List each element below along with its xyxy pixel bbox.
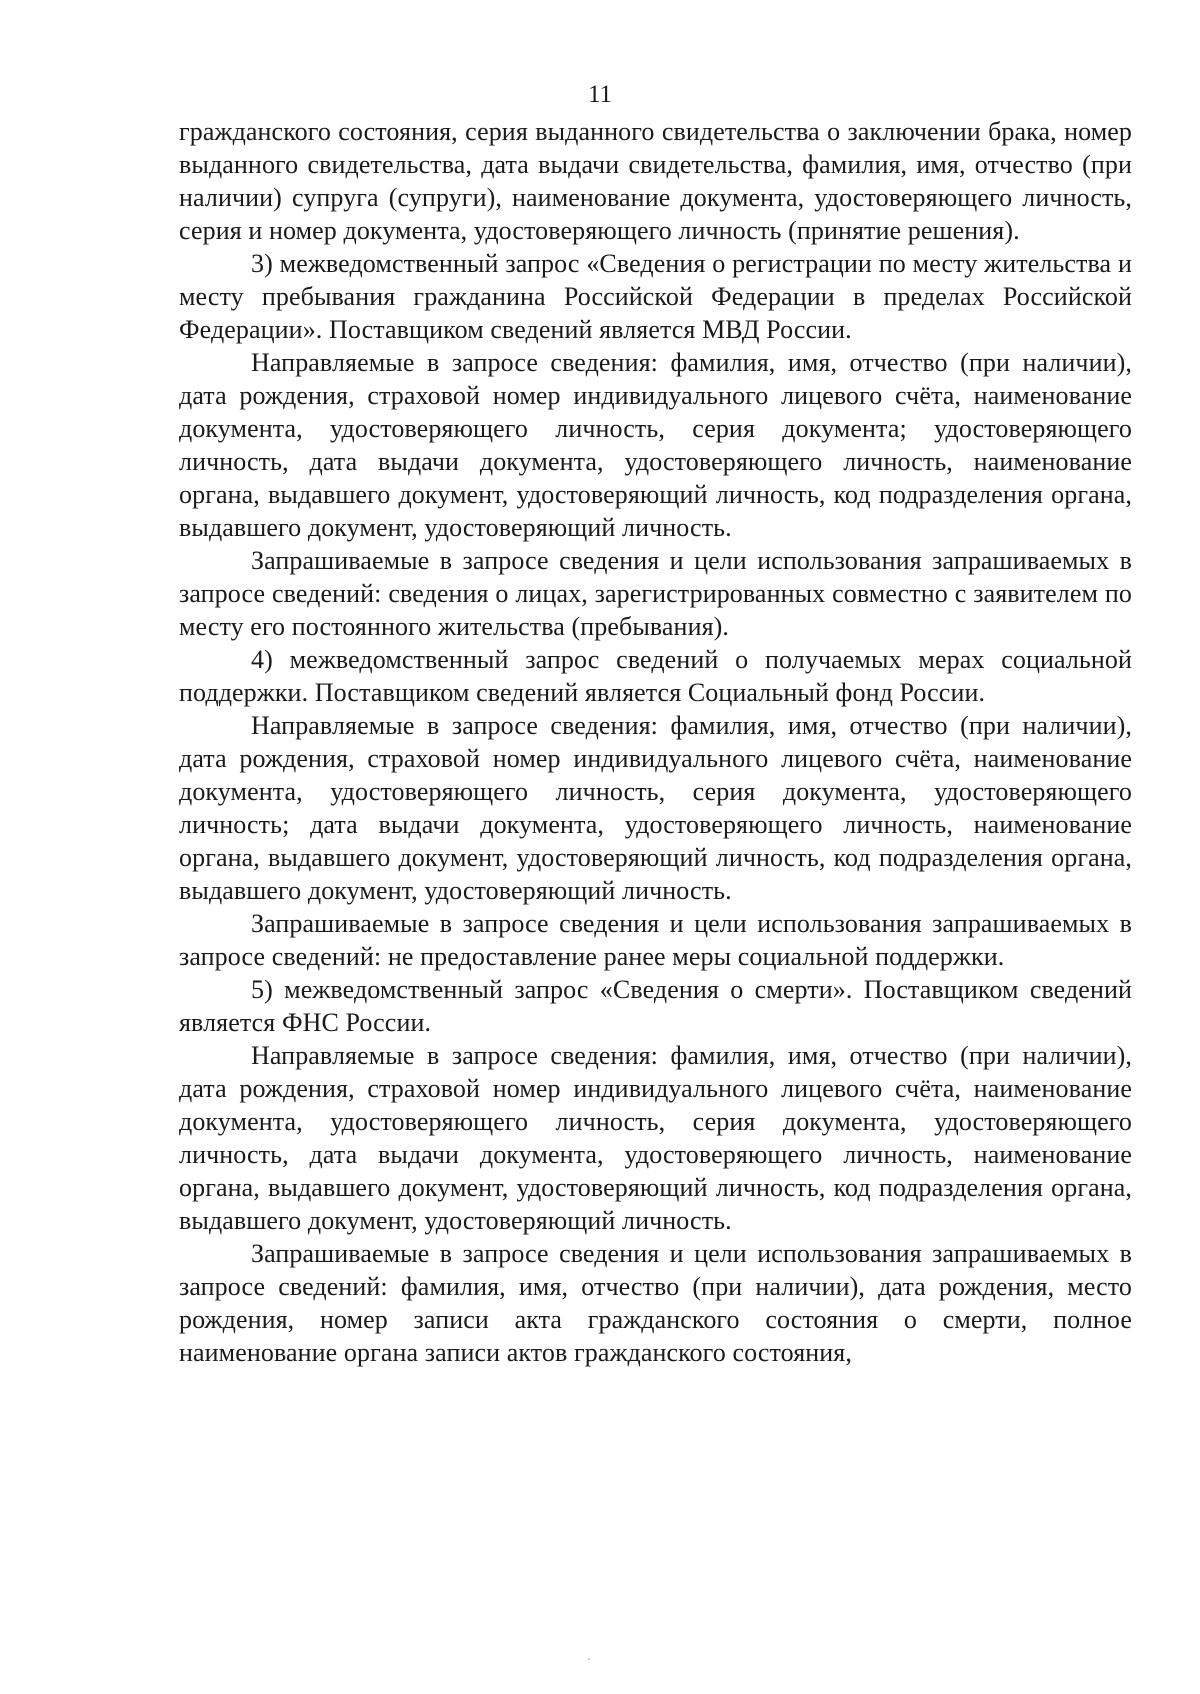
paragraph-item-5-requested-data: Запрашиваемые в запросе сведения и цели использования запрашиваемых в запросе сведений: фамилия, имя, отчество (при наличии), дата рождения, место рождения, номер записи акта гражданского состояния о смерти, полное наименование органа записи актов гражданского состояния, [179, 1239, 1132, 1367]
paragraph-item-5: 5) межведомственный запрос «Сведения о смерти». Поставщиком сведений является ФНС России. [179, 975, 1132, 1037]
paragraph-item-4: 4) межведомственный запрос сведений о получаемых мерах социальной поддержки. Поставщиком сведений является Социальный фонд России. [179, 645, 1132, 707]
page-number: 11 [587, 81, 613, 108]
paragraph-item-4-sent-data: Направляемые в запросе сведения: фамилия, имя, отчество (при наличии), дата рождения, страховой номер индивидуального лицевого счёта, наименование документа, удостоверяющего личность, серия документа, удостоверяющего личность; дата выдачи документа, удостоверяющего личность, наименование органа, выдавшего документ, удостоверяющий личность, код подразделения органа, выдавшего документ, удостоверяющий личность. [179, 711, 1132, 905]
paragraph-item-5-sent-data: Направляемые в запросе сведения: фамилия, имя, отчество (при наличии), дата рождения, страховой номер индивидуального лицевого счёта, наименование документа, удостоверяющего личность, серия документа, удостоверяющего личность, дата выдачи документа, удостоверяющего личность, наименование органа, выдавшего документ, удостоверяющий личность, код подразделения органа, выдавшего документ, удостоверяющий личность. [179, 1041, 1132, 1235]
paragraph-continuation: гражданского состояния, серия выданного свидетельства о заключении брака, номер выданного свидетельства, дата выдачи свидетельства, фамилия, имя, отчество (при наличии) супруга (супруги), наименование документа, удостоверяющего личность, серия и номер документа, удостоверяющего личность (принятие решения). [179, 117, 1132, 245]
document-body [179, 115, 1132, 1369]
paragraph-item-3-sent-data: Направляемые в запросе сведения: фамилия, имя, отчество (при наличии), дата рождения, страховой номер индивидуального лицевого счёта, наименование документа, удостоверяющего личность, серия документа; удостоверяющего личность, дата выдачи документа, удостоверяющего личность, наименование органа, выдавшего документ, удостоверяющий личность, код подразделения органа, выдавшего документ, удостоверяющий личность. [179, 348, 1132, 542]
scan-speck [588, 1658, 590, 1660]
paragraph-item-4-requested-data: Запрашиваемые в запросе сведения и цели использования запрашиваемых в запросе сведений: не предоставление ранее меры социальной поддержки. [179, 909, 1132, 971]
paragraph-item-3-requested-data: Запрашиваемые в запросе сведения и цели использования запрашиваемых в запросе сведений: сведения о лицах, зарегистрированных совместно с заявителем по месту его постоянного жительства (пребывания). [179, 546, 1132, 641]
paragraph-item-3: 3) межведомственный запрос «Сведения о регистрации по месту жительства и месту пребывания гражданина Российской Федерации в пределах Российской Федерации». Поставщиком сведений является МВД России. [179, 249, 1132, 344]
